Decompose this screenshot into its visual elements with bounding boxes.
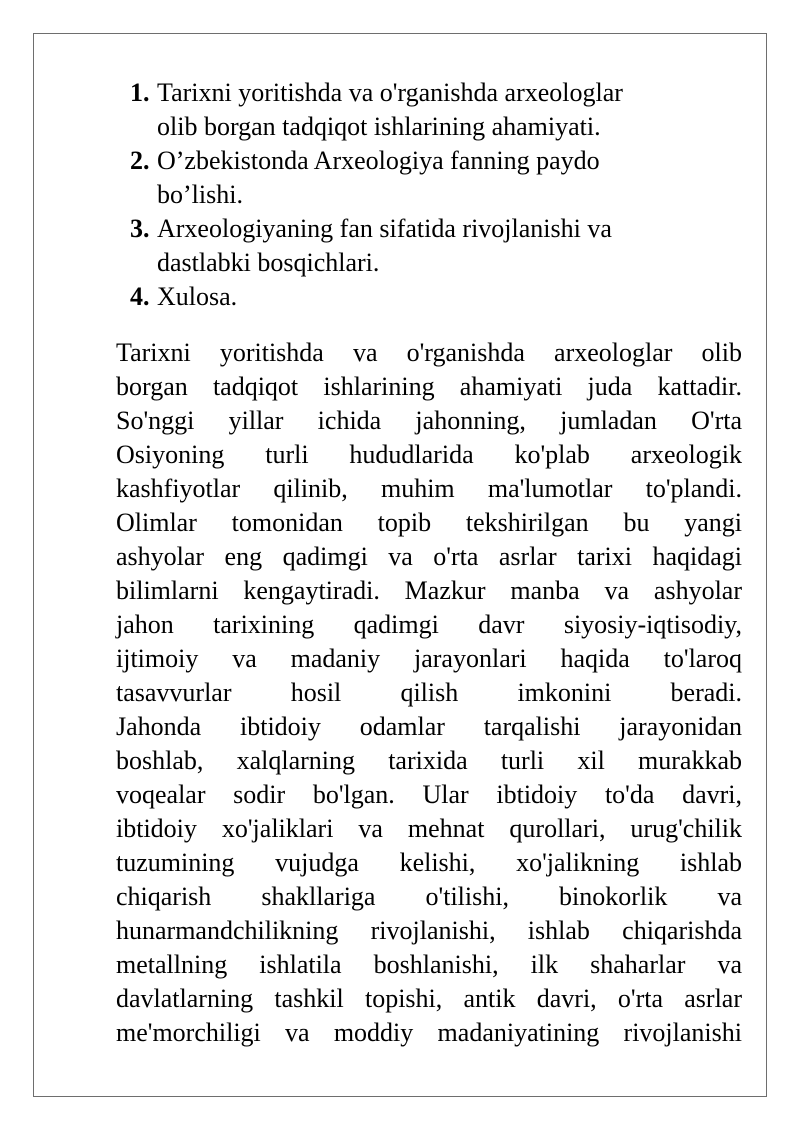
paragraph-line: kashfiyotlar qilinib, muhim ma'lumotlar to'plandi. [116, 474, 742, 503]
toc-number: 4. [130, 282, 150, 311]
toc-item-3 [130, 212, 710, 280]
toc-number: 2. [130, 146, 150, 175]
toc-line: dastlabki bosqichlari. [157, 248, 380, 277]
toc-item-1 [130, 76, 710, 144]
paragraph-line: ibtidoiy xo'jaliklari va mehnat qurollari, urug'chilik [116, 814, 742, 843]
paragraph-line: voqealar sodir bo'lgan. Ular ibtidoiy to'da davri, [116, 780, 742, 809]
toc-item-4 [130, 280, 710, 314]
toc-line: Xulosa. [157, 282, 238, 311]
paragraph-line: ijtimoiy va madaniy jarayonlari haqida to'laroq [116, 644, 742, 673]
paragraph-line: jahon tarixining qadimgi davr siyosiy-iqtisodiy, [116, 610, 742, 639]
paragraph-line: Osiyoning turli hududlarida ko'plab arxeologik [116, 440, 742, 469]
paragraph-line: tuzumining vujudga kelishi, xo'jalikning ishlab [116, 848, 742, 877]
paragraph-line: Jahonda ibtidoiy odamlar tarqalishi jarayonidan [116, 712, 742, 741]
toc-line: Tarixni yoritishda va o'rganishda arxeologlar [157, 78, 623, 107]
paragraph-line: tasavvurlar hosil qilish imkonini beradi. [116, 678, 742, 707]
toc-line: O’zbekistonda Arxeologiya fanning paydo [157, 146, 600, 175]
toc-line: olib borgan tadqiqot ishlarining ahamiyati. [157, 112, 601, 141]
paragraph-line: Olimlar tomonidan topib tekshirilgan bu yangi [116, 508, 742, 537]
toc-number: 1. [130, 78, 150, 107]
paragraph-line: ashyolar eng qadimgi va o'rta asrlar tarixi haqidagi [116, 542, 742, 571]
body-paragraph [116, 336, 742, 1050]
paragraph-line: hunarmandchilikning rivojlanishi, ishlab chiqarishda [116, 916, 742, 945]
paragraph-line: boshlab, xalqlarning tarixida turli xil murakkab [116, 746, 742, 775]
toc-line: Arxeologiyaning fan sifatida rivojlanishi va [157, 214, 612, 243]
table-of-contents [130, 76, 710, 314]
toc-line: bo’lishi. [157, 180, 243, 209]
paragraph-line: Tarixni yoritishda va o'rganishda arxeologlar olib [116, 338, 742, 367]
paragraph-line: bilimlarni kengaytiradi. Mazkur manba va ashyolar [116, 576, 742, 605]
paragraph-line: me'morchiligi va moddiy madaniyatining rivojlanishi [116, 1018, 742, 1047]
paragraph-line: metallning ishlatila boshlanishi, ilk shaharlar va [116, 950, 742, 979]
paragraph-line: So'nggi yillar ichida jahonning, jumladan O'rta [116, 406, 742, 435]
toc-item-2 [130, 144, 710, 212]
toc-number: 3. [130, 214, 150, 243]
paragraph-line: borgan tadqiqot ishlarining ahamiyati juda kattadir. [116, 372, 742, 401]
paragraph-line: davlatlarning tashkil topishi, antik davri, o'rta asrlar [116, 984, 742, 1013]
paragraph-line: chiqarish shakllariga o'tilishi, binokorlik va [116, 882, 742, 911]
